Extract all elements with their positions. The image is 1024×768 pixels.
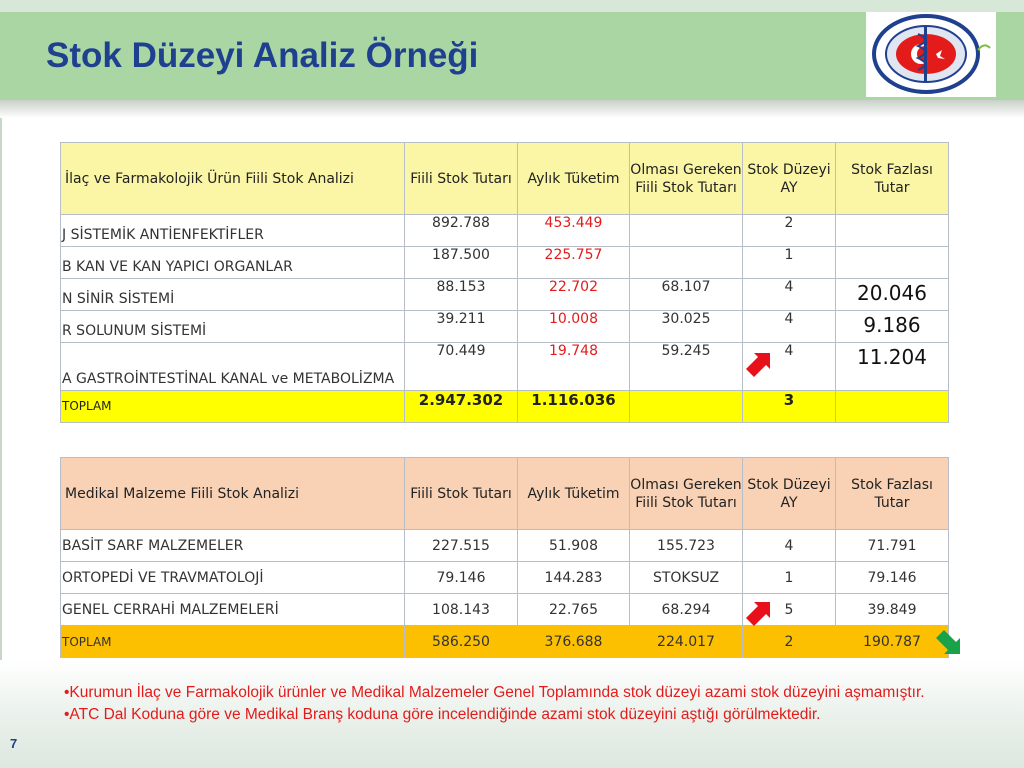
cell-fazla: 11.204	[836, 343, 949, 391]
row-name: BASİT SARF MALZEMELER	[61, 530, 405, 562]
cell-olmasi	[630, 247, 743, 279]
notes	[64, 682, 964, 726]
row-name: A GASTROİNTESTİNAL KANAL ve METABOLİZMA	[61, 343, 405, 391]
table-total-row	[61, 391, 949, 423]
row-name: GENEL CERRAHİ MALZEMELERİ	[61, 594, 405, 626]
total-fiili: 586.250	[405, 626, 518, 658]
row-name: B KAN VE KAN YAPICI ORGANLAR	[61, 247, 405, 279]
header-olmasi-gereken: Olması Gereken Fiili Stok Tutarı	[630, 143, 743, 215]
table-row	[61, 247, 949, 279]
cell-tuketim: 22.702	[518, 279, 630, 311]
cell-tuketim: 144.283	[518, 562, 630, 594]
total-fazla: 190.787	[836, 626, 949, 658]
cell-fazla: 79.146	[836, 562, 949, 594]
cell-olmasi: 68.294	[630, 594, 743, 626]
cell-fazla: 39.849	[836, 594, 949, 626]
table-total-row	[61, 626, 949, 658]
cell-ay: 4	[743, 311, 836, 343]
header-fiili-stok: Fiili Stok Tutarı	[405, 143, 518, 215]
table-header-row	[61, 458, 949, 530]
note-item: •ATC Dal Koduna göre ve Medikal Branş koduna göre incelendiğinde azami stok düzeyini aştığı görülmektedir.	[64, 706, 821, 723]
cell-olmasi: STOKSUZ	[630, 562, 743, 594]
left-border	[0, 118, 2, 738]
row-name: R SOLUNUM SİSTEMİ	[61, 311, 405, 343]
header-aylik-tuketim: Aylık Tüketim	[518, 143, 630, 215]
total-label: TOPLAM	[61, 626, 405, 658]
header-category: İlaç ve Farmakolojik Ürün Fiili Stok Analizi	[61, 143, 405, 215]
cell-fiili: 108.143	[405, 594, 518, 626]
cell-fazla: 9.186	[836, 311, 949, 343]
drug-stock-table	[60, 142, 949, 423]
header-aylik-tuketim: Aylık Tüketim	[518, 458, 630, 530]
table-header-row	[61, 143, 949, 215]
total-label: TOPLAM	[61, 391, 405, 423]
cell-olmasi: 68.107	[630, 279, 743, 311]
header-stok-duzeyi: Stok Düzeyi AY	[743, 458, 836, 530]
table-row	[61, 594, 949, 626]
cell-fazla: 71.791	[836, 530, 949, 562]
cell-olmasi: 155.723	[630, 530, 743, 562]
total-tuketim: 1.116.036	[518, 391, 630, 423]
table-row	[61, 343, 949, 391]
total-ay: 2	[743, 626, 836, 658]
header-stok-fazlasi: Stok Fazlası Tutar	[836, 143, 949, 215]
cell-fiili: 88.153	[405, 279, 518, 311]
cell-fiili: 187.500	[405, 247, 518, 279]
cell-fiili: 892.788	[405, 215, 518, 247]
cell-tuketim: 51.908	[518, 530, 630, 562]
cell-tuketim: 225.757	[518, 247, 630, 279]
row-name: J SİSTEMİK ANTİENFEKTİFLER	[61, 215, 405, 247]
total-ay: 3	[743, 391, 836, 423]
medical-supply-table	[60, 457, 949, 658]
cell-fiili: 39.211	[405, 311, 518, 343]
cell-fiili: 70.449	[405, 343, 518, 391]
cell-ay: 2	[743, 215, 836, 247]
table-row	[61, 530, 949, 562]
table-row	[61, 562, 949, 594]
cell-fiili: 227.515	[405, 530, 518, 562]
table-row	[61, 279, 949, 311]
header-fiili-stok: Fiili Stok Tutarı	[405, 458, 518, 530]
header-stok-duzeyi: Stok Düzeyi AY	[743, 143, 836, 215]
cell-ay: 5	[743, 594, 836, 626]
cell-tuketim: 19.748	[518, 343, 630, 391]
ministry-seal-icon	[866, 12, 996, 97]
page-title: Stok Düzeyi Analiz Örneği	[46, 36, 479, 75]
cell-tuketim: 453.449	[518, 215, 630, 247]
total-tuketim: 376.688	[518, 626, 630, 658]
cell-fiili: 79.146	[405, 562, 518, 594]
cell-ay: 1	[743, 247, 836, 279]
cell-ay: 1	[743, 562, 836, 594]
cell-tuketim: 22.765	[518, 594, 630, 626]
row-name: ORTOPEDİ VE TRAVMATOLOJİ	[61, 562, 405, 594]
red-arrow-icon	[742, 351, 772, 381]
total-olmasi: 224.017	[630, 626, 743, 658]
cell-ay: 4	[743, 343, 836, 391]
cell-olmasi: 30.025	[630, 311, 743, 343]
total-fazla	[836, 391, 949, 423]
table-row	[61, 215, 949, 247]
header-shadow	[0, 100, 1024, 118]
total-olmasi	[630, 391, 743, 423]
total-fiili: 2.947.302	[405, 391, 518, 423]
cell-ay: 4	[743, 530, 836, 562]
cell-olmasi	[630, 215, 743, 247]
header-stok-fazlasi: Stok Fazlası Tutar	[836, 458, 949, 530]
cell-olmasi: 59.245	[630, 343, 743, 391]
cell-tuketim: 10.008	[518, 311, 630, 343]
page-number: 7	[10, 736, 18, 751]
cell-fazla	[836, 247, 949, 279]
ministry-logo	[866, 12, 996, 97]
cell-fazla	[836, 215, 949, 247]
row-name: N SİNİR SİSTEMİ	[61, 279, 405, 311]
cell-ay: 4	[743, 279, 836, 311]
header-olmasi-gereken: Olması Gereken Fiili Stok Tutarı	[630, 458, 743, 530]
note-item: •Kurumun İlaç ve Farmakolojik ürünler ve Medikal Malzemeler Genel Toplamında stok düzeyi azami stok düzeyini aşmamıştır.	[64, 684, 925, 701]
header-category: Medikal Malzeme Fiili Stok Analizi	[61, 458, 405, 530]
green-arrow-icon	[932, 626, 962, 656]
cell-fazla: 20.046	[836, 279, 949, 311]
red-arrow-icon	[742, 600, 772, 630]
table-row	[61, 311, 949, 343]
